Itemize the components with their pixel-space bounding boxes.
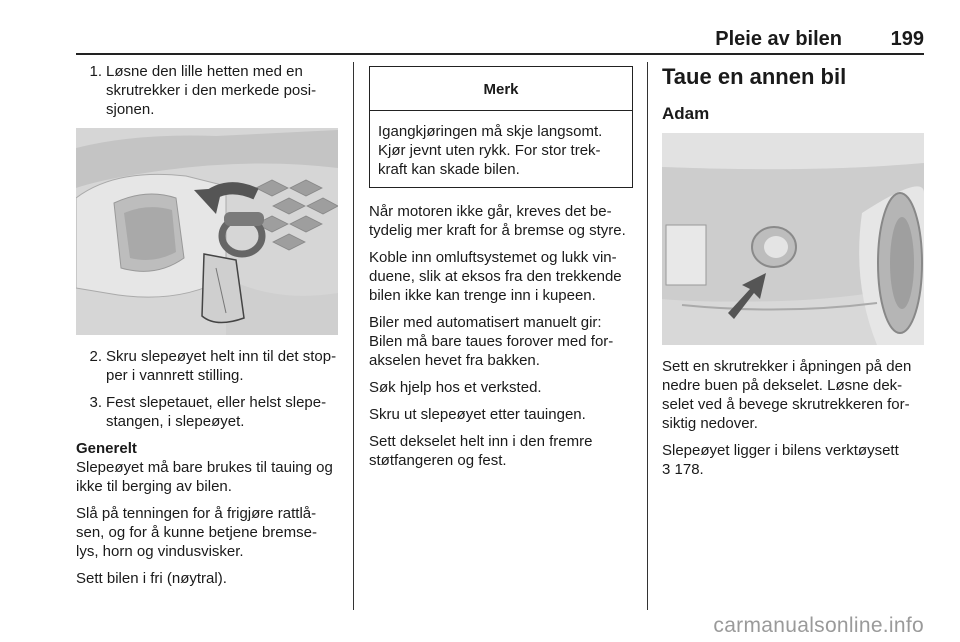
paragraph: Slå på tenningen for å frigjøre rattlå-sen, og for å kunne betjene bremse-lys, horn og vindusvisker. [76, 505, 317, 560]
step-number: 1. [89, 63, 102, 80]
note-body: Igangkjøringen må skje langsomt. Kjør jevnt uten rykk. For stor trek-kraft kan skade bilen. [378, 123, 603, 178]
paragraph: Skru ut slepeøyet etter tauingen. [369, 406, 586, 423]
paragraph: Koble inn omluftsystemet og lukk vin-duene, slik at eksos fra den trekkende bilen ikke kan trenge inn i kupeen. [369, 249, 622, 304]
watermark-text: carmanualsonline.info [713, 614, 924, 637]
figure-rear-bumper [662, 133, 924, 345]
model-subheading: Adam [662, 104, 710, 123]
header-divider [76, 53, 924, 55]
column-divider-1 [353, 62, 354, 610]
paragraph: Biler med automatisert manuelt gir: Bilen må bare taues forover med for-akselen hevet fra bakken. [369, 314, 614, 369]
step-1 [76, 62, 338, 119]
step-number: 2. [89, 348, 102, 365]
column-divider-2 [647, 62, 648, 610]
step-text: Fest slepetauet, eller helst slepe-stangen, i slepeøyet. [106, 394, 327, 430]
column-3 [662, 62, 924, 487]
step-number: 3. [89, 394, 102, 411]
step-text: Skru slepeøyet helt inn til det stop-per i vannrett stilling. [106, 348, 337, 384]
page-reference: 3 178. [662, 461, 704, 478]
column-2 [369, 62, 633, 478]
paragraph: Sett dekselet helt inn i den fremre støtfangeren og fest. [369, 433, 593, 469]
column-1 [76, 62, 338, 596]
figure-tow-eye-front [76, 128, 338, 335]
paragraph: Søk hjelp hos et verksted. [369, 379, 542, 396]
step-2 [76, 347, 338, 385]
paragraph: Sett bilen i fri (nøytral). [76, 570, 227, 587]
section-heading: Generelt [76, 440, 137, 457]
page-number: 199 [890, 28, 924, 50]
paragraph: Når motoren ikke går, kreves det be-tydelig mer kraft for å bremse og styre. [369, 203, 626, 239]
section-title: Pleie av bilen [715, 28, 842, 50]
section-heading: Taue en annen bil [662, 64, 847, 89]
step-3 [76, 393, 338, 431]
paragraph: Slepeøyet må bare brukes til tauing og ikke til berging av bilen. [76, 459, 333, 495]
paragraph: Sett en skrutrekker i åpningen på den nedre buen på dekselet. Løsne dek-selet ved å bevege skrutrekkeren for-siktig nedover. [662, 358, 912, 432]
front-bumper-illustration [76, 128, 338, 335]
paragraph: Slepeøyet ligger i bilens verktøysett [662, 442, 899, 459]
step-text: Løsne den lille hetten med en skrutrekker i den merkede posi-sjonen. [106, 63, 317, 118]
note-title: Merk [370, 67, 632, 111]
note-box [369, 66, 633, 188]
rear-bumper-illustration [662, 133, 924, 345]
